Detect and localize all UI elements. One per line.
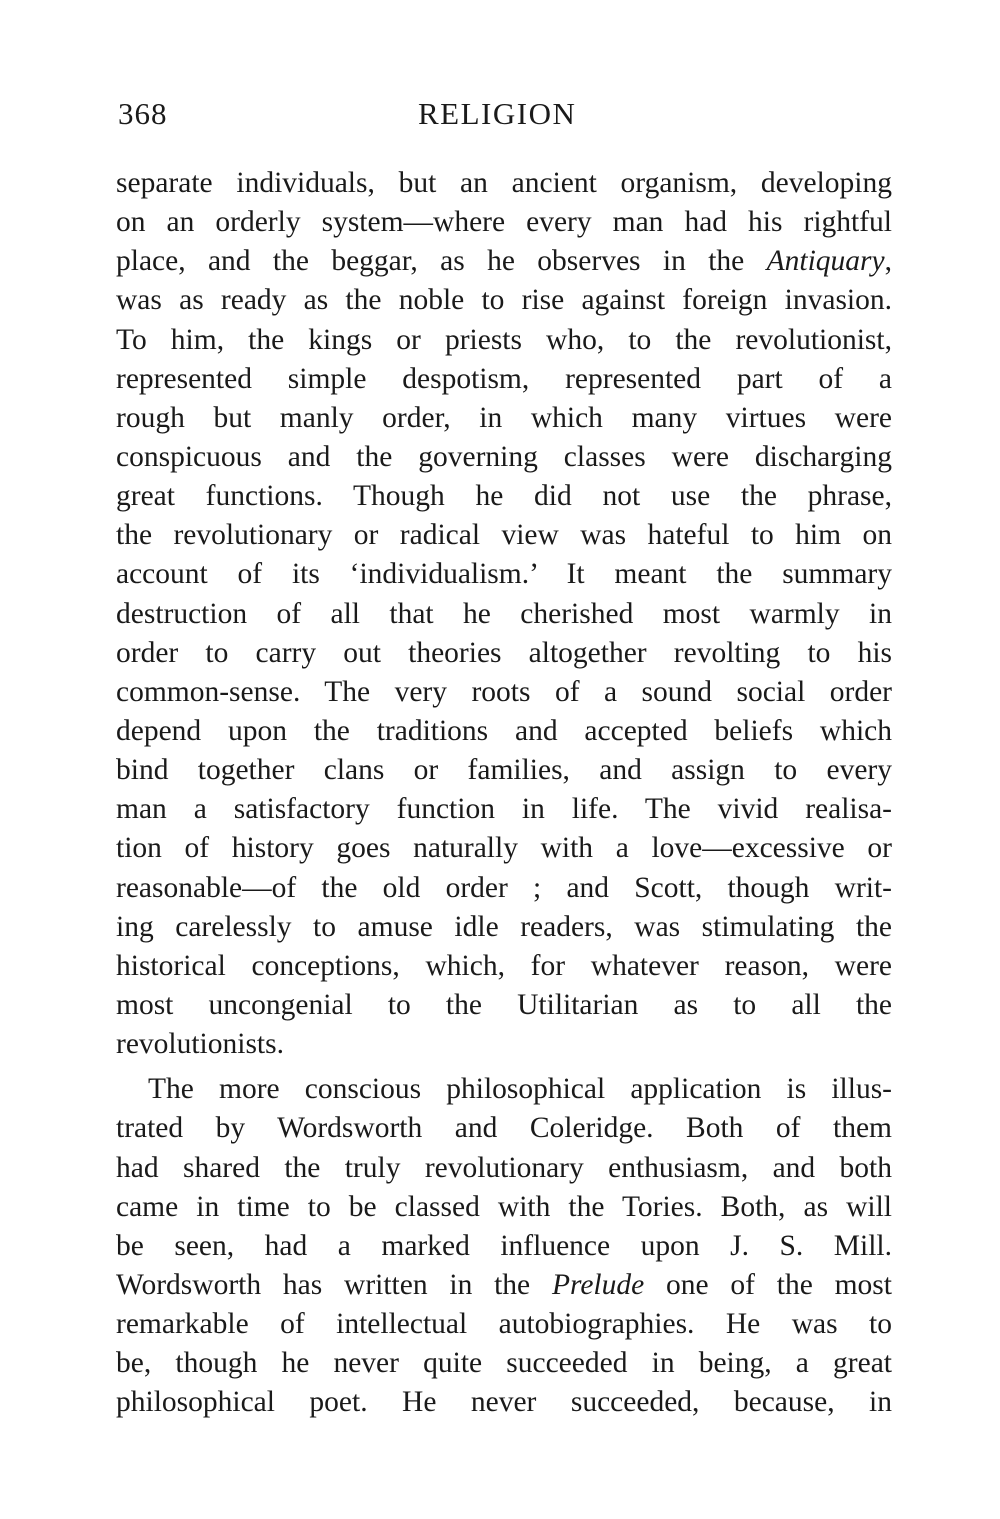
text-line: be seen, had a marked influence upon J. S. Mill. [116, 1229, 892, 1262]
text-line: destruction of all that he cherished most warmly in [116, 597, 892, 630]
text-line: rough but manly order, in which many virtues were [116, 401, 892, 434]
text-line: place, and the beggar, as he observes in the Antiquary, [116, 245, 892, 278]
text-line: had shared the truly revolutionary enthusiasm, and both [116, 1151, 892, 1184]
paragraph-2 [116, 1070, 892, 1422]
book-title: Prelude [551, 1268, 645, 1301]
text-line: conspicuous and the governing classes were discharging [116, 440, 892, 473]
text-line: trated by Wordsworth and Coleridge. Both of them [116, 1112, 892, 1145]
text-line: tion of history goes naturally with a love—excessive or [116, 832, 892, 865]
text-line: common-sense. The very roots of a sound social order [116, 675, 892, 708]
text-line: was as ready as the noble to rise against foreign invasion. [116, 284, 892, 317]
text-line: Wordsworth has written in the Prelude one of the most [116, 1268, 892, 1301]
text-line: man a satisfactory function in life. The vivid realisa- [116, 793, 892, 826]
text-line: revolutionists. [116, 1028, 284, 1061]
running-head: RELIGION [418, 96, 577, 131]
text-line: To him, the kings or priests who, to the revolutionist, [116, 323, 892, 356]
paragraph-1 [116, 164, 892, 1064]
text-line: bind together clans or families, and assign to every [116, 754, 892, 787]
text-line: separate individuals, but an ancient organism, developing [116, 167, 892, 199]
text-line: on an orderly system—where every man had his rightful [116, 206, 892, 239]
text-line: reasonable—of the old order ; and Scott, though writ- [116, 871, 892, 904]
text-line: remarkable of intellectual autobiographies. He was to [116, 1308, 892, 1341]
text-line: the revolutionary or radical view was hateful to him on [116, 519, 892, 552]
text-line: represented simple despotism, represented part of a [116, 362, 892, 395]
page-header [118, 96, 892, 140]
body-text [116, 164, 892, 1423]
text-line: depend upon the traditions and accepted beliefs which [116, 714, 892, 747]
text-line: order to carry out theories altogether revolting to his [116, 636, 892, 669]
text-line: historical conceptions, which, for whatever reason, were [116, 949, 892, 982]
text-line: The more conscious philosophical application is illus- [148, 1073, 892, 1106]
text-line: account of its ‘individualism.’ It meant the summary [116, 558, 892, 591]
text-line: great functions. Though he did not use the phrase, [116, 480, 892, 513]
text-line: came in time to be classed with the Tories. Both, as will [116, 1190, 892, 1223]
text-line: ing carelessly to amuse idle readers, was stimulating the [116, 910, 892, 943]
page-number: 368 [118, 96, 168, 131]
text-line: most uncongenial to the Utilitarian as to all the [116, 988, 892, 1021]
book-title: Antiquary [766, 245, 885, 278]
text-line: philosophical poet. He never succeeded, because, in [116, 1386, 892, 1419]
text-line: be, though he never quite succeeded in being, a great [116, 1347, 892, 1380]
